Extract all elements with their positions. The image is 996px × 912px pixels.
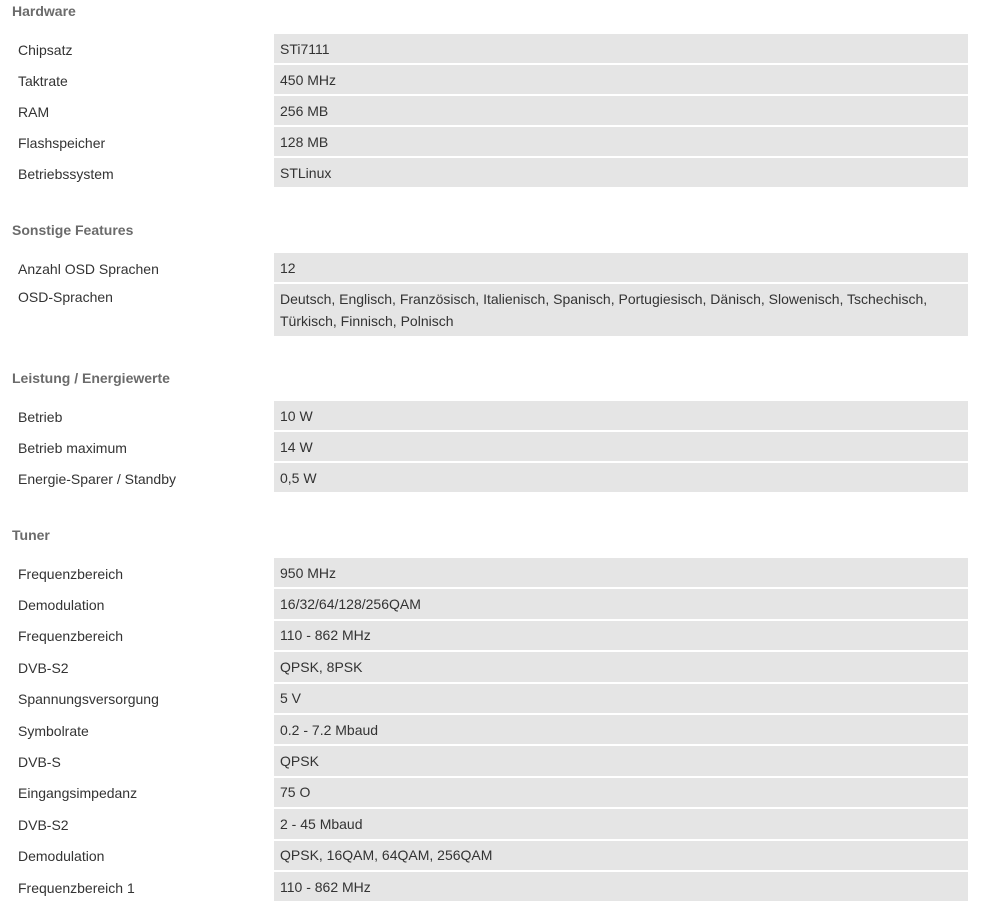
spec-value: Deutsch, Englisch, Französisch, Italienisch, Spanisch, Portugiesisch, Dänisch, Slowenisch, Tschechisch, Türkisch, Finnisch, Polnisch (274, 284, 968, 336)
spec-label: RAM (18, 103, 50, 120)
spec-row (0, 432, 996, 463)
spec-label: Symbolrate (18, 722, 89, 739)
spec-label: Betrieb maximum (18, 439, 127, 456)
spec-label: Frequenzbereich 1 (18, 879, 135, 896)
spec-value: 950 MHz (274, 558, 968, 587)
spec-row (0, 463, 996, 494)
spec-value: QPSK, 16QAM, 64QAM, 256QAM (274, 841, 968, 870)
spec-table (0, 558, 996, 903)
section-title: Sonstige Features (12, 222, 134, 238)
spec-row (0, 96, 996, 127)
spec-row (0, 558, 996, 589)
section-title: Hardware (12, 3, 76, 19)
spec-row (0, 652, 996, 683)
spec-value: 450 MHz (274, 65, 968, 94)
spec-row (0, 715, 996, 746)
spec-label: Spannungsversorgung (18, 691, 159, 708)
spec-value: STLinux (274, 158, 968, 187)
spec-row (0, 127, 996, 158)
spec-label: OSD-Sprachen (18, 289, 113, 305)
spec-row (0, 746, 996, 777)
spec-table (0, 401, 996, 494)
spec-label: Energie-Sparer / Standby (18, 470, 176, 487)
spec-row (0, 621, 996, 652)
spec-label: Anzahl OSD Sprachen (18, 260, 159, 277)
spec-row (0, 841, 996, 872)
spec-value: 16/32/64/128/256QAM (274, 589, 968, 618)
spec-row (0, 65, 996, 96)
spec-label: Demodulation (18, 848, 105, 865)
spec-table (0, 253, 996, 338)
spec-label: Demodulation (18, 597, 105, 614)
spec-row (0, 158, 996, 189)
spec-row (0, 684, 996, 715)
spec-label: Betrieb (18, 408, 63, 425)
spec-value: 75 O (274, 778, 968, 807)
spec-row (0, 589, 996, 620)
spec-table (0, 34, 996, 189)
spec-row (0, 253, 996, 284)
spec-label: Chipsatz (18, 41, 73, 58)
section-title: Tuner (12, 527, 50, 543)
spec-label: DVB-S2 (18, 816, 69, 833)
spec-value: 5 V (274, 684, 968, 713)
spec-value: 128 MB (274, 127, 968, 156)
spec-label: Betriebssystem (18, 165, 114, 182)
spec-label: Flashspeicher (18, 134, 106, 151)
spec-value: STi7111 (274, 34, 968, 63)
spec-value: 10 W (274, 401, 968, 430)
spec-label: DVB-S2 (18, 659, 69, 676)
spec-label: Frequenzbereich (18, 565, 124, 582)
section-title: Leistung / Energiewerte (12, 370, 170, 386)
spec-value: 256 MB (274, 96, 968, 125)
spec-value: QPSK (274, 746, 968, 775)
spec-label: Eingangsimpedanz (18, 785, 138, 802)
spec-row (0, 809, 996, 840)
spec-value: 12 (274, 253, 968, 282)
spec-label: Frequenzbereich (18, 628, 124, 645)
spec-value: 0,5 W (274, 463, 968, 492)
spec-value: 110 - 862 MHz (274, 621, 968, 650)
spec-row (0, 401, 996, 432)
spec-row (0, 284, 996, 338)
spec-value: QPSK, 8PSK (274, 652, 968, 681)
spec-value: 2 - 45 Mbaud (274, 809, 968, 838)
spec-value: 0.2 - 7.2 Mbaud (274, 715, 968, 744)
spec-row (0, 778, 996, 809)
spec-label: Taktrate (18, 72, 68, 89)
spec-value: 14 W (274, 432, 968, 461)
spec-row (0, 872, 996, 903)
spec-value: 110 - 862 MHz (274, 872, 968, 901)
spec-row (0, 34, 996, 65)
spec-label: DVB-S (18, 754, 61, 771)
